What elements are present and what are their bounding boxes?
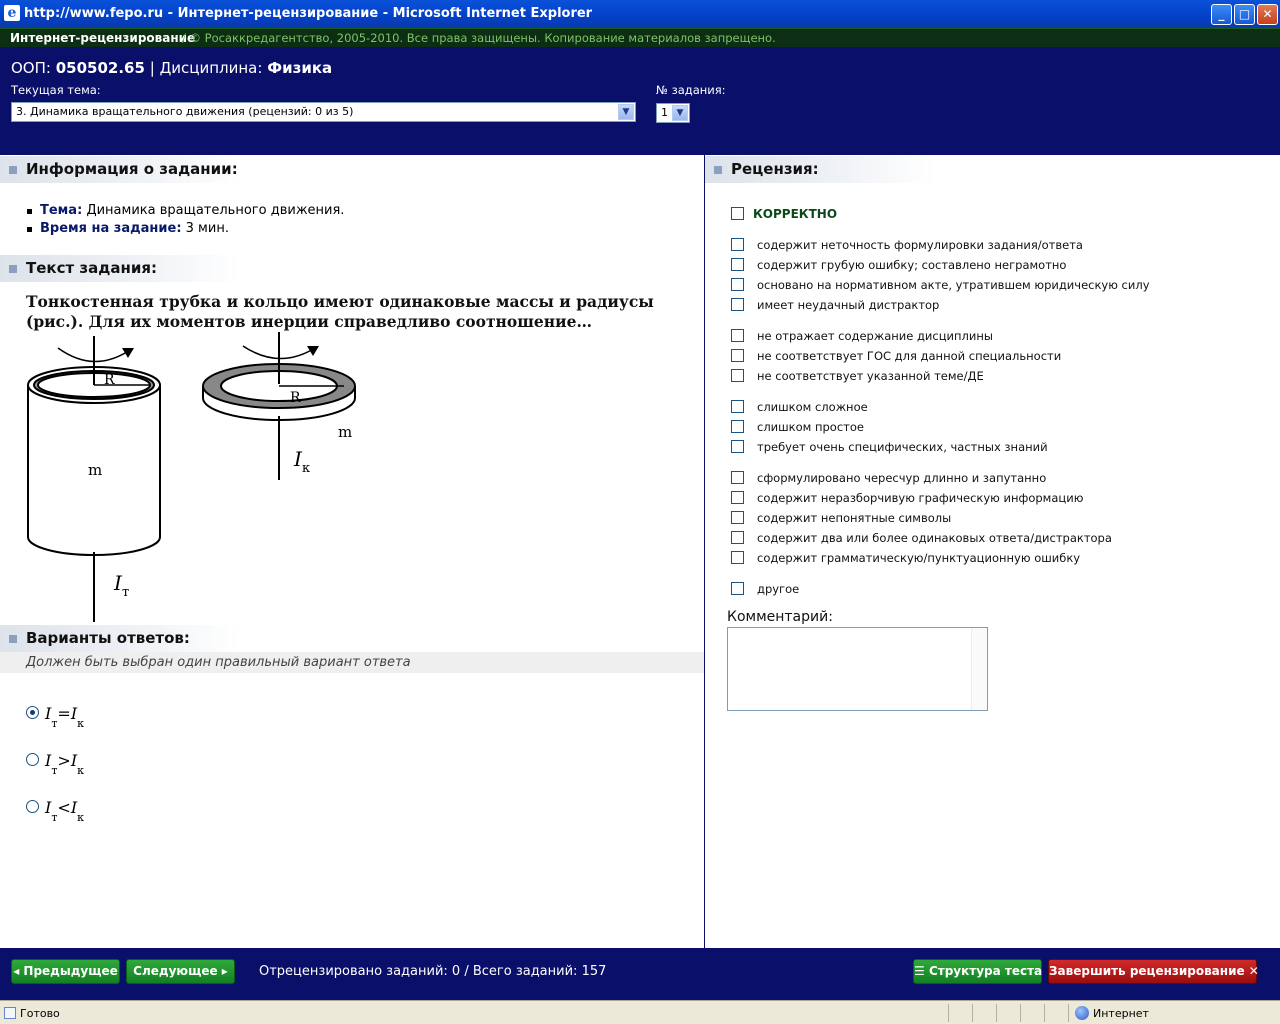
answer-radio[interactable] bbox=[26, 753, 39, 766]
review-checkbox[interactable] bbox=[731, 491, 744, 504]
prev-button[interactable]: ◂ Предыдущее bbox=[11, 959, 120, 984]
answers-heading: Варианты ответов: bbox=[0, 625, 240, 652]
header bbox=[0, 47, 1280, 155]
next-button[interactable]: Следующее ▸ bbox=[126, 959, 235, 984]
review-checkbox[interactable] bbox=[731, 511, 744, 524]
task-text: Тонкостенная трубка и кольцо имеют одинаковые массы и радиусы (рис.). Для их моментов инерции справедливо соотношение… bbox=[26, 292, 654, 331]
status-text: Готово bbox=[20, 1007, 60, 1020]
task-heading: Текст задания: bbox=[0, 255, 240, 282]
info-list bbox=[24, 202, 344, 238]
footer-bar bbox=[0, 948, 1280, 1000]
oop-value: 050502.65 bbox=[55, 59, 145, 77]
review-checkbox[interactable] bbox=[731, 551, 744, 564]
app-bar bbox=[0, 28, 1280, 47]
review-checkbox[interactable] bbox=[731, 420, 744, 433]
review-checkbox[interactable] bbox=[731, 400, 744, 413]
maximize-button[interactable]: □ bbox=[1234, 4, 1255, 25]
page-icon bbox=[4, 1007, 16, 1019]
review-checkbox[interactable] bbox=[731, 238, 744, 251]
review-correct-label: КОРРЕКТНО bbox=[753, 207, 838, 221]
topic-select[interactable] bbox=[11, 102, 636, 122]
minimize-button[interactable]: _ bbox=[1211, 4, 1232, 25]
structure-button[interactable]: ☰ Структура теста bbox=[913, 959, 1042, 984]
discipline-value: Физика bbox=[267, 59, 333, 77]
answer-radio[interactable] bbox=[26, 800, 39, 813]
review-checkbox[interactable] bbox=[731, 298, 744, 311]
title-bar bbox=[0, 0, 1280, 28]
answers-hint: Должен быть выбран один правильный вариант ответа bbox=[0, 652, 704, 673]
task-figure bbox=[22, 332, 382, 622]
answer-radio[interactable] bbox=[26, 706, 39, 719]
review-checkbox[interactable] bbox=[731, 349, 744, 362]
copyright: / © Росаккредагентство, 2005-2010. Все права защищены. Копирование материалов запрещено. bbox=[182, 31, 776, 45]
tube-inertia-sub: т bbox=[122, 585, 130, 600]
chevron-down-icon[interactable]: ▼ bbox=[618, 104, 634, 120]
review-checkbox[interactable] bbox=[731, 278, 744, 291]
ring-inertia-label: I bbox=[294, 447, 302, 471]
ring-inertia-sub: к bbox=[302, 461, 311, 476]
info-topic: Тема: Динамика вращательного движения. bbox=[24, 202, 344, 220]
review-checkbox[interactable] bbox=[731, 582, 744, 595]
review-checkbox[interactable] bbox=[731, 369, 744, 382]
tube-mass-label: m bbox=[88, 461, 103, 479]
review-stats: Отрецензировано заданий: 0 / Всего заданий: 157 bbox=[259, 964, 607, 979]
task-number-select[interactable] bbox=[656, 103, 690, 123]
answer-formula: $I_т>I_к$ bbox=[45, 751, 85, 778]
info-time: Время на задание: 3 мин. bbox=[24, 220, 344, 238]
close-button[interactable]: ✕ bbox=[1257, 4, 1278, 25]
status-bar bbox=[0, 1000, 1280, 1024]
tube-inertia-label: I bbox=[114, 571, 122, 595]
review-checkbox[interactable] bbox=[731, 207, 744, 220]
comment-scrollbar[interactable] bbox=[971, 628, 987, 710]
oop-line bbox=[11, 59, 332, 77]
answer-formula: $I_т=I_к$ bbox=[45, 704, 85, 731]
globe-icon bbox=[1075, 1006, 1089, 1020]
section-bullet-icon bbox=[9, 265, 17, 273]
tube-radius-label: R bbox=[104, 372, 115, 388]
review-checkbox[interactable] bbox=[731, 531, 744, 544]
review-checkbox[interactable] bbox=[731, 440, 744, 453]
info-heading: Информация о задании: bbox=[0, 156, 240, 183]
discipline-label: Дисциплина: bbox=[159, 59, 263, 77]
review-checkbox[interactable] bbox=[731, 329, 744, 342]
ie-icon: e bbox=[4, 5, 20, 21]
section-bullet-icon bbox=[714, 166, 722, 174]
answer-formula: $I_т<I_к$ bbox=[45, 798, 85, 825]
chevron-down-icon[interactable]: ▼ bbox=[672, 105, 688, 121]
section-bullet-icon bbox=[9, 166, 17, 174]
ring-mass-label: m bbox=[338, 423, 353, 441]
review-heading: Рецензия: bbox=[705, 156, 935, 183]
task-number-value: 1 bbox=[661, 106, 668, 119]
topic-select-value: 3. Динамика вращательного движения (рецензий: 0 из 5) bbox=[16, 105, 354, 118]
task-number-label: № задания: bbox=[656, 83, 726, 97]
topic-label: Текущая тема: bbox=[11, 83, 101, 97]
ring-radius-label: R bbox=[290, 390, 301, 406]
comment-label: Комментарий: bbox=[727, 609, 833, 625]
app-name: Интернет-рецензирование bbox=[10, 31, 196, 45]
section-bullet-icon bbox=[9, 635, 17, 643]
window-title: http://www.fepo.ru - Интернет-рецензирование - Microsoft Internet Explorer bbox=[24, 6, 593, 21]
review-panel: Рецензия: КОРРЕКТНО содержит неточность формулировки задания/ответа содержит грубую ошибку; составлено неграмотно основано на нормативном акте, утратившем юридическую силу имеет неудачный дистрактор не отражает содержание дисциплины не соответствует ГОС для данной специальности не соответствует указанной теме/ДЕ слишком сложное слишком простое требует очень специфических, частных знаний сформулировано чересчур длинно и запутанно содержит неразборчивую графическую информацию содержит непонятные символы содержит два или более одинаковых ответа/дистрактора содержит грамматическую/пунктуационную ошибку другое Комментарий: bbox=[704, 155, 1280, 948]
finish-button[interactable]: Завершить рецензирование ✕ bbox=[1048, 959, 1257, 984]
zone-text: Интернет bbox=[1093, 1007, 1149, 1020]
task-panel bbox=[0, 155, 704, 948]
review-checkbox[interactable] bbox=[731, 471, 744, 484]
oop-label: ООП: bbox=[11, 59, 51, 77]
comment-textarea[interactable] bbox=[727, 627, 988, 711]
header-separator: | bbox=[149, 59, 155, 77]
review-checkbox[interactable] bbox=[731, 258, 744, 271]
